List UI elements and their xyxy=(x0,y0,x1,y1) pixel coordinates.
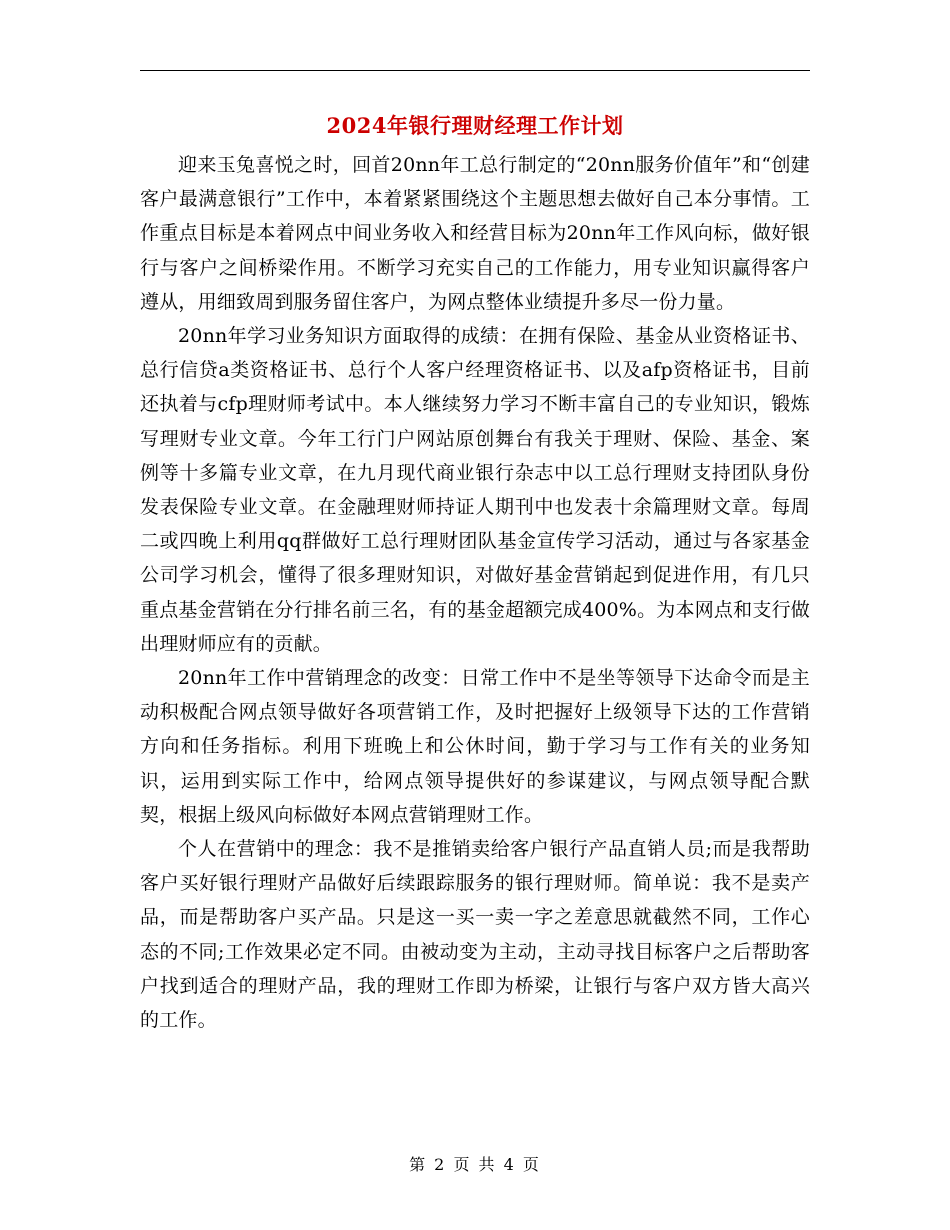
paragraph-marketing-change: 20nn年工作中营销理念的改变：日常工作中不是坐等领导下达命令而是主动积极配合网点领导做好各项营销工作，及时把握好上级领导下达的工作营销方向和任务指标。利用下班晚上和公休时间，勤于学习与工作有关的业务知识，运用到实际工作中，给网点领导提供好的参谋建议，与网点领导配合默契，根据上级风向标做好本网点营销理财工作。 xyxy=(140,667,810,826)
paragraph-intro: 迎来玉兔喜悦之时，回首20nn年工总行制定的“20nn服务价值年”和“创建客户最满意银行”工作中，本着紧紧围绕这个主题思想去做好自己本分事情。工作重点目标是本着网点中间业务收入和经营目标为20nn年工作风向标，做好银行与客户之间桥梁作用。不断学习充实自己的工作能力，用专业知识赢得客户遵从，用细致周到服务留住客户，为网点整体业绩提升多尽一份力量。 xyxy=(140,154,810,313)
page-number-footer: 第 2 页 共 4 页 xyxy=(409,1155,541,1174)
header-rule xyxy=(140,70,810,71)
paragraph-achievements: 20nn年学习业务知识方面取得的成绩：在拥有保险、基金从业资格证书、总行信贷a类资格证书、总行个人客户经理资格证书、以及afp资格证书，目前还执着与cfp理财师考试中。本人继续努力学习不断丰富自己的专业知识，锻炼写理财专业文章。今年工行门户网站原创舞台有我关于理财、保险、基金、案例等十多篇专业文章，在九月现代商业银行杂志中以工总行理财支持团队身份发表保险专业文章。在金融理财师持证人期刊中也发表十余篇理财文章。每周二或四晚上利用qq群做好工总行理财团队基金宣传学习活动，通过与各家基金公司学习机会，懂得了很多理财知识，对做好基金营销起到促进作用，有几只重点基金营销在分行排名前三名，有的基金超额完成400%。为本网点和支行做出理财师应有的贡献。 xyxy=(140,325,810,655)
document-title: 2024年银行理财经理工作计划 xyxy=(326,113,624,138)
document-body xyxy=(140,148,810,1037)
paragraph-marketing-philosophy: 个人在营销中的理念：我不是推销卖给客户银行产品直销人员;而是我帮助客户买好银行理财产品做好后续跟踪服务的银行理财师。简单说：我不是卖产品，而是帮助客户买产品。只是这一买一卖一字之差意思就截然不同，工作心态的不同;工作效果必定不同。由被动变为主动，主动寻找目标客户之后帮助客户找到适合的理财产品，我的理财工作即为桥梁，让银行与客户双方皆大高兴的工作。 xyxy=(140,838,810,1032)
